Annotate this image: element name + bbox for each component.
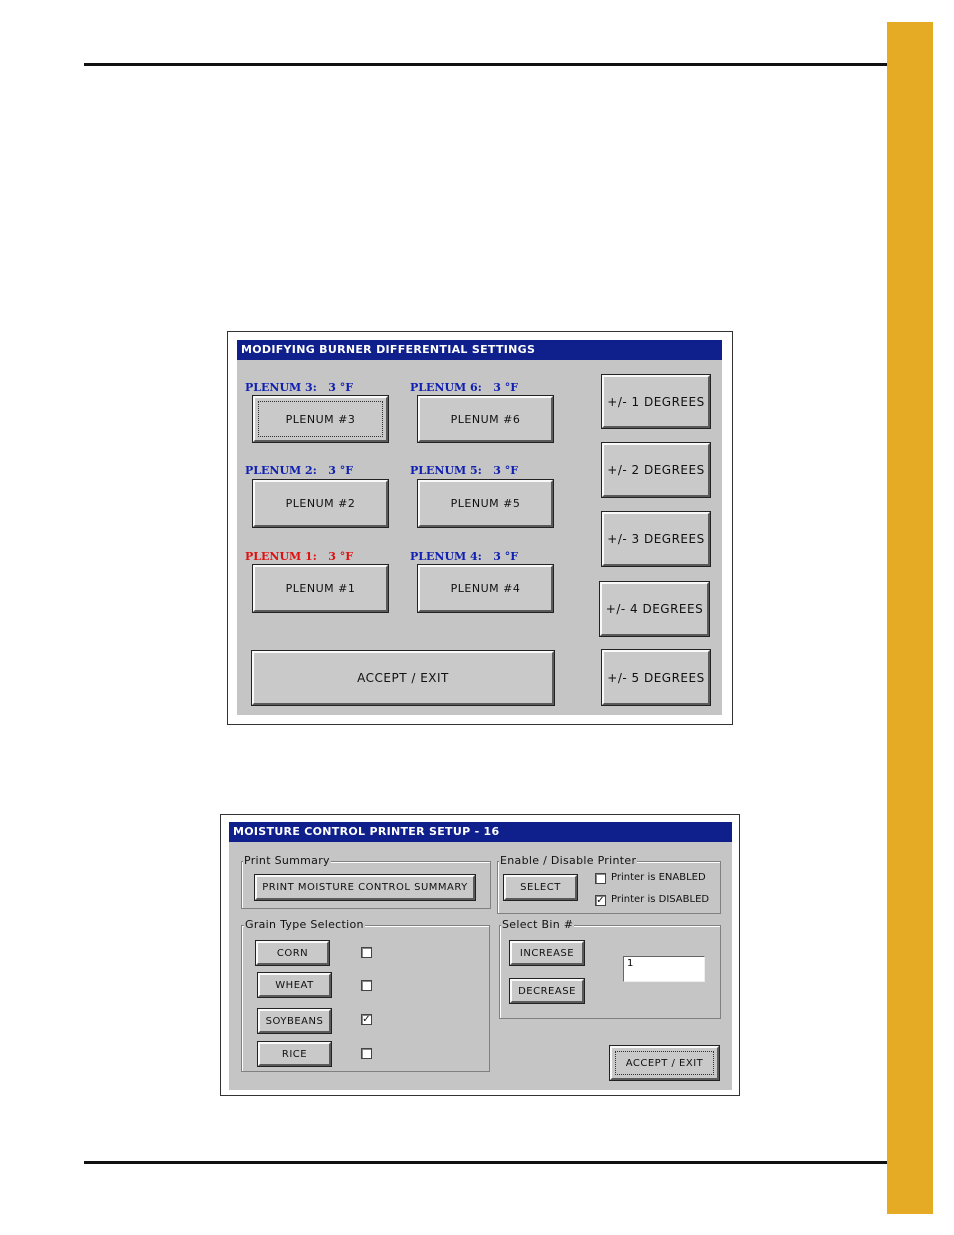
burner-window-body bbox=[237, 340, 722, 715]
section-tab bbox=[887, 22, 933, 1214]
accept-exit-button[interactable]: ACCEPT / EXIT bbox=[252, 651, 554, 705]
plus-minus-5-degrees-button[interactable]: +/- 5 DEGREES bbox=[602, 650, 710, 705]
burner-window-title: MODIFYING BURNER DIFFERENTIAL SETTINGS bbox=[237, 340, 722, 360]
grain-corn-button[interactable]: CORN bbox=[256, 941, 329, 965]
plenum-3-status: PLENUM 3: 3 °F bbox=[245, 381, 354, 394]
top-rule bbox=[84, 63, 926, 66]
plenum-5-status: PLENUM 5: 3 °F bbox=[410, 464, 519, 477]
plenum-1-button[interactable]: PLENUM #1 bbox=[253, 565, 388, 612]
plenum-2-status: PLENUM 2: 3 °F bbox=[245, 464, 354, 477]
bin-number-field[interactable]: 1 bbox=[623, 956, 705, 982]
bottom-rule bbox=[84, 1161, 926, 1164]
plus-minus-3-degrees-button[interactable]: +/- 3 DEGREES bbox=[602, 512, 710, 566]
grain-rice-checkbox[interactable] bbox=[361, 1048, 372, 1059]
printer-accept-exit-button[interactable]: ACCEPT / EXIT bbox=[610, 1046, 719, 1080]
plenum-3-button[interactable]: PLENUM #3 bbox=[253, 396, 388, 442]
printer-setup-window bbox=[220, 814, 740, 1096]
printer-window-title: MOISTURE CONTROL PRINTER SETUP - 16 bbox=[229, 822, 732, 842]
print-summary-legend: Print Summary bbox=[244, 854, 330, 867]
printer-select-button[interactable]: SELECT bbox=[504, 875, 577, 900]
plus-minus-2-degrees-button[interactable]: +/- 2 DEGREES bbox=[602, 443, 710, 497]
printer-disabled-label: Printer is DISABLED bbox=[611, 894, 710, 905]
plenum-1-status: PLENUM 1: 3 °F bbox=[245, 550, 354, 563]
bin-decrease-button[interactable]: DECREASE bbox=[510, 979, 584, 1003]
plenum-6-status: PLENUM 6: 3 °F bbox=[410, 381, 519, 394]
plenum-4-button[interactable]: PLENUM #4 bbox=[418, 565, 553, 612]
plenum-6-button[interactable]: PLENUM #6 bbox=[418, 396, 553, 442]
grain-wheat-button[interactable]: WHEAT bbox=[258, 973, 331, 997]
plus-minus-1-degrees-button[interactable]: +/- 1 DEGREES bbox=[602, 375, 710, 428]
plus-minus-4-degrees-button[interactable]: +/- 4 DEGREES bbox=[600, 582, 709, 636]
bin-increase-button[interactable]: INCREASE bbox=[510, 941, 584, 965]
plenum-5-button[interactable]: PLENUM #5 bbox=[418, 480, 553, 527]
grain-wheat-checkbox[interactable] bbox=[361, 980, 372, 991]
burner-differential-window bbox=[227, 331, 733, 725]
printer-disabled-checkbox[interactable]: ✓ bbox=[596, 895, 605, 906]
select-bin-legend: Select Bin # bbox=[502, 918, 574, 931]
printer-window-body bbox=[229, 822, 732, 1090]
printer-enabled-checkbox[interactable] bbox=[595, 873, 606, 884]
printer-enable-legend: Enable / Disable Printer bbox=[500, 854, 637, 867]
grain-type-legend: Grain Type Selection bbox=[245, 918, 364, 931]
print-summary-button[interactable]: PRINT MOISTURE CONTROL SUMMARY bbox=[255, 875, 475, 900]
grain-soybeans-checkbox[interactable]: ✓ bbox=[362, 1014, 371, 1025]
grain-corn-checkbox[interactable] bbox=[361, 947, 372, 958]
printer-enabled-label: Printer is ENABLED bbox=[611, 872, 706, 883]
grain-rice-button[interactable]: RICE bbox=[258, 1042, 331, 1066]
grain-soybeans-button[interactable]: SOYBEANS bbox=[258, 1009, 331, 1033]
plenum-4-status: PLENUM 4: 3 °F bbox=[410, 550, 519, 563]
plenum-2-button[interactable]: PLENUM #2 bbox=[253, 480, 388, 527]
